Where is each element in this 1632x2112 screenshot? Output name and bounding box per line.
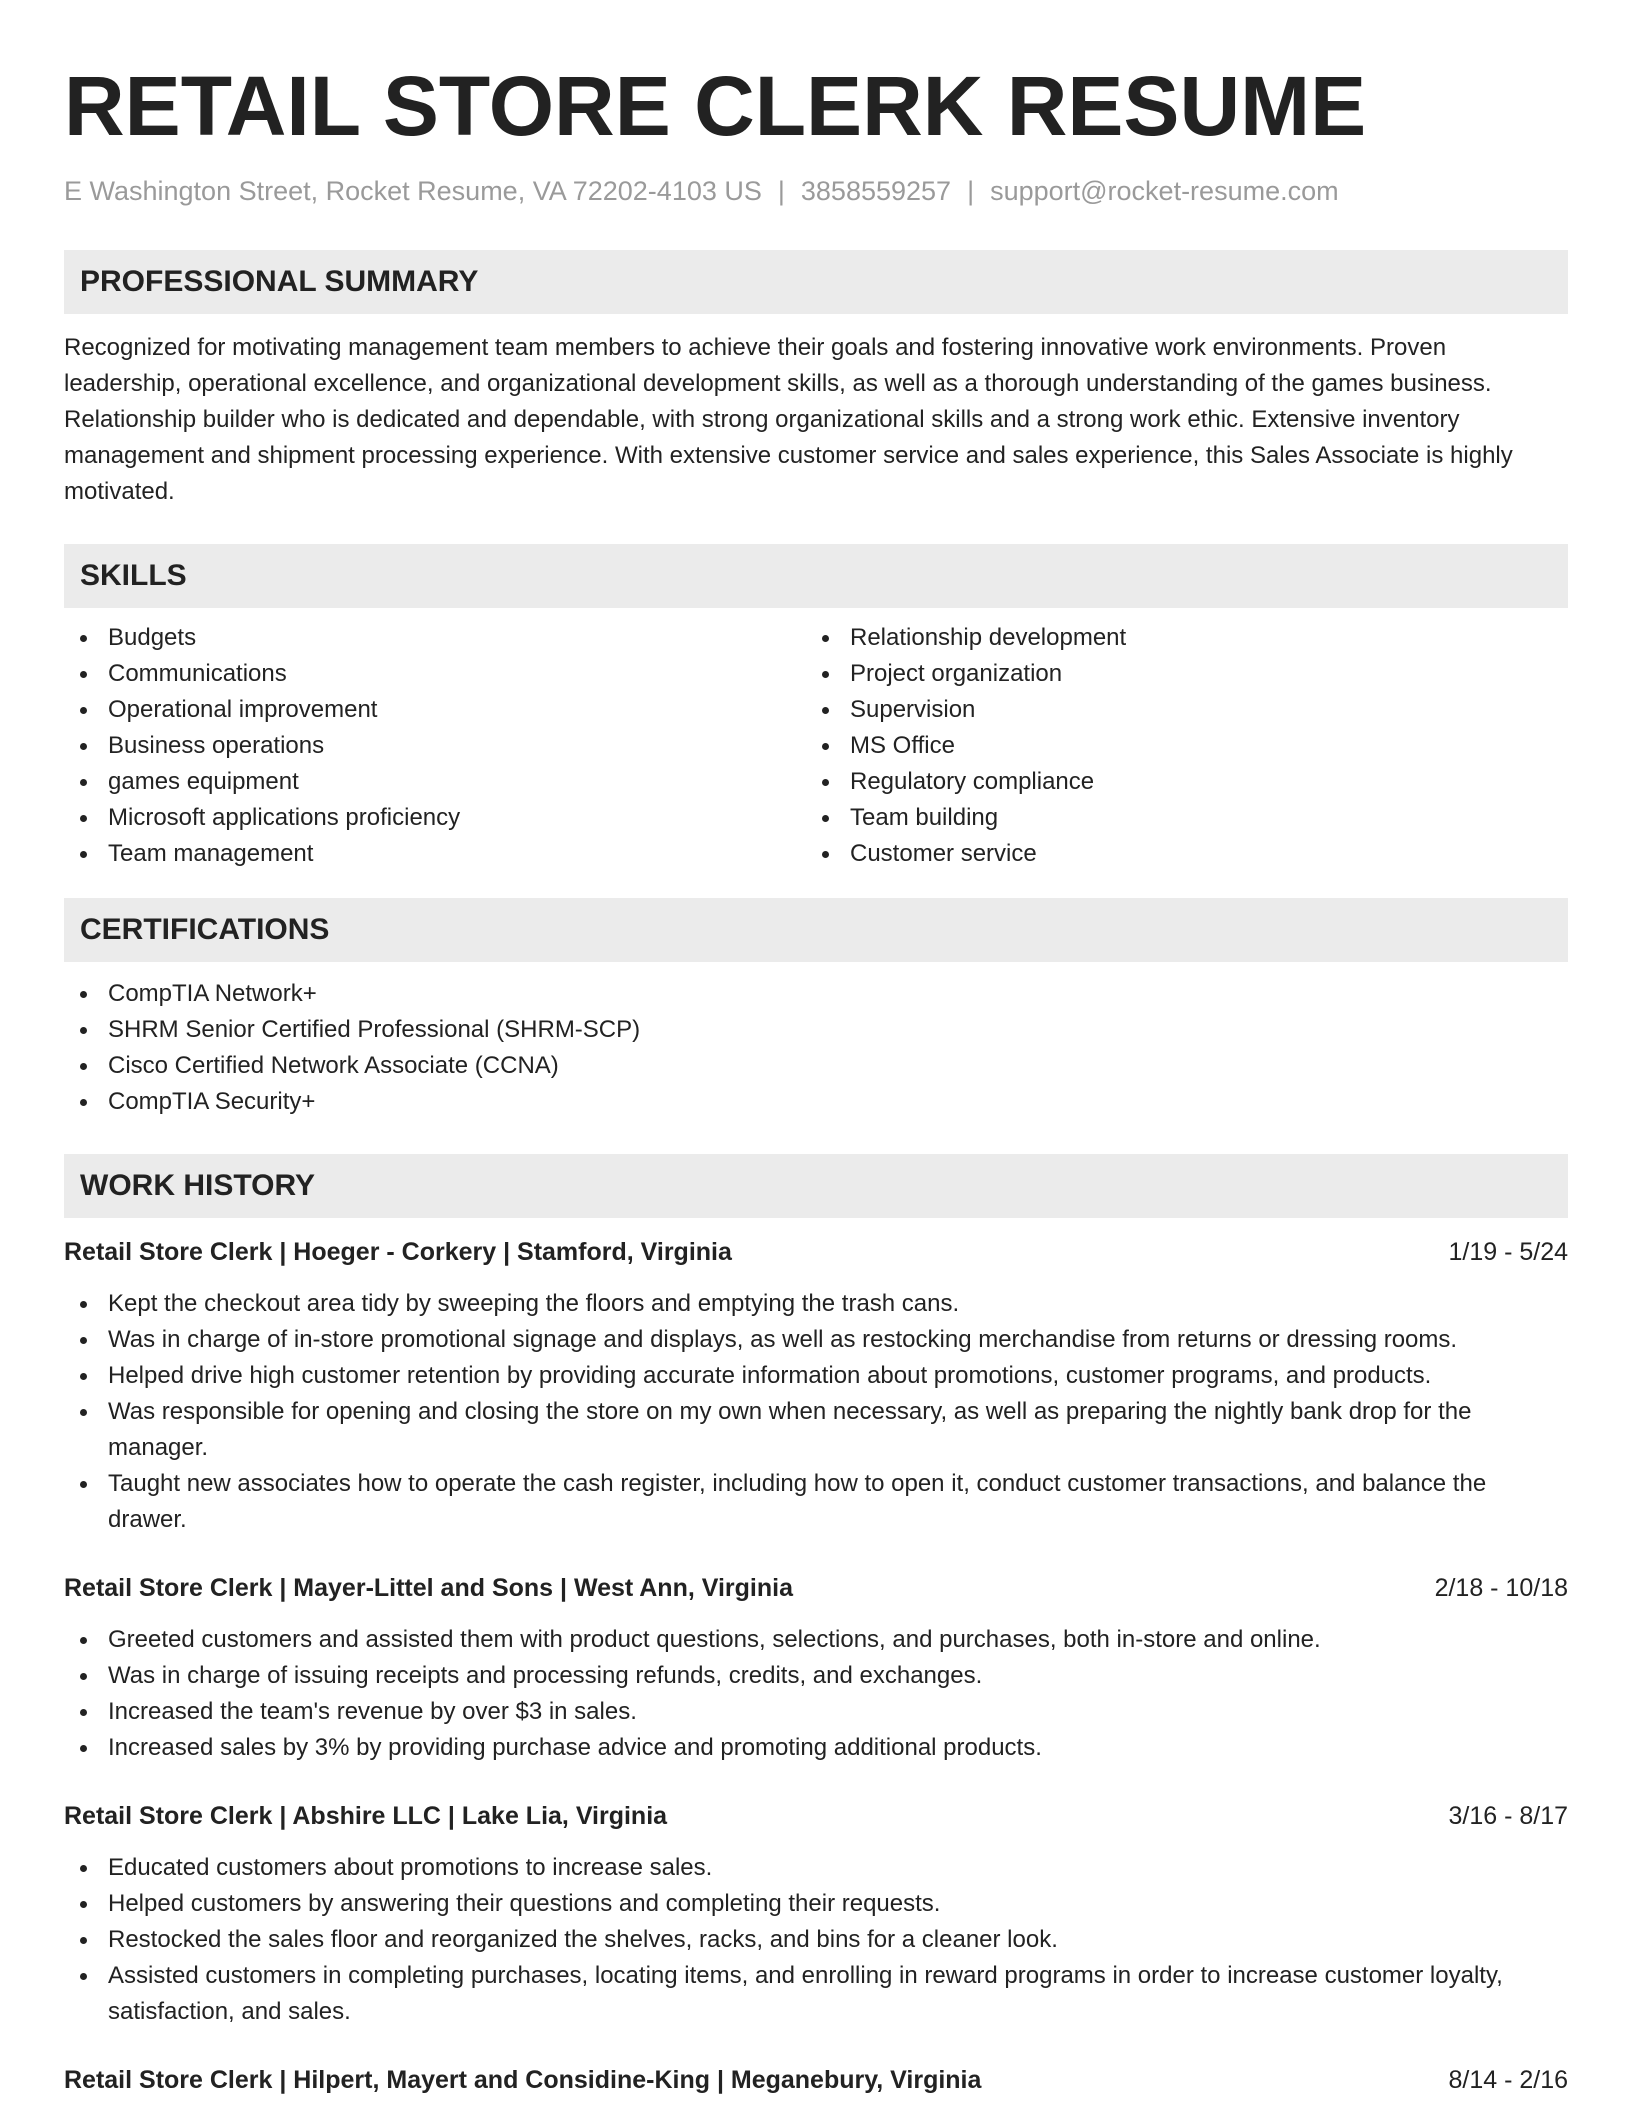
- job-dates: 8/14 - 2/16: [1448, 2066, 1568, 2094]
- skills-list-right: [806, 620, 1548, 872]
- skills-grid: [64, 620, 1568, 872]
- summary-heading: PROFESSIONAL SUMMARY: [64, 250, 1568, 314]
- contact-email: support@rocket-resume.com: [990, 176, 1339, 206]
- skill-item: Business operations: [64, 728, 806, 764]
- certification-item: CompTIA Network+: [64, 976, 1568, 1012]
- job-entry: [64, 1798, 1568, 2030]
- job-entry: [64, 1234, 1568, 1538]
- skill-item: Budgets: [64, 620, 806, 656]
- job-dates: 3/16 - 8/17: [1448, 1802, 1568, 1830]
- job-bullet: Restocked the sales floor and reorganized the shelves, racks, and bins for a cleaner look.: [64, 1922, 1568, 1958]
- job-bullet: Increased the team's revenue by over $3 in sales.: [64, 1694, 1568, 1730]
- contact-address: E Washington Street, Rocket Resume, VA 72202-4103 US: [64, 176, 762, 206]
- contact-phone: 3858559257: [800, 176, 952, 206]
- skills-heading: SKILLS: [64, 544, 1568, 608]
- skill-item: MS Office: [806, 728, 1548, 764]
- job-entry: [64, 1570, 1568, 1766]
- skill-item: Microsoft applications proficiency: [64, 800, 806, 836]
- skill-item: Supervision: [806, 692, 1548, 728]
- work-history-heading: WORK HISTORY: [64, 1154, 1568, 1218]
- resume-title: RETAIL STORE CLERK RESUME: [64, 59, 1367, 153]
- job-header: [64, 1234, 1568, 1270]
- job-bullets: [64, 1850, 1568, 2030]
- contact-separator: |: [777, 176, 785, 206]
- job-bullets: [64, 1622, 1568, 1766]
- job-bullet: Taught new associates how to operate the cash register, including how to open it, conduct customer transactions, and balance the drawer.: [64, 1466, 1568, 1538]
- certifications-heading: CERTIFICATIONS: [64, 898, 1568, 962]
- contact-line: [64, 174, 1568, 208]
- job-bullets: [64, 1286, 1568, 1538]
- skills-list-left: [64, 620, 806, 872]
- job-header: [64, 1798, 1568, 1834]
- skill-item: Regulatory compliance: [806, 764, 1548, 800]
- skill-item: games equipment: [64, 764, 806, 800]
- skill-item: Project organization: [806, 656, 1548, 692]
- certifications-list: [64, 976, 1568, 1120]
- job-bullet: Was responsible for opening and closing the store on my own when necessary, as well as preparing the nightly bank drop for the manager.: [64, 1394, 1568, 1466]
- job-bullet: Kept the checkout area tidy by sweeping the floors and emptying the trash cans.: [64, 1286, 1568, 1322]
- job-bullet: Greeted customers and assisted them with product questions, selections, and purchases, both in-store and online.: [64, 1622, 1568, 1658]
- certification-item: CompTIA Security+: [64, 1084, 1568, 1120]
- job-header: [64, 1570, 1568, 1606]
- job-title: Retail Store Clerk | Hoeger - Corkery | Stamford, Virginia: [64, 1238, 732, 1266]
- job-bullet: Educated customers about promotions to increase sales.: [64, 1850, 1568, 1886]
- job-dates: 2/18 - 10/18: [1434, 1574, 1568, 1602]
- summary-text: Recognized for motivating management team members to achieve their goals and fostering innovative work environments. Proven leadership, operational excellence, and organizational development skills, as well as a thorough understanding of the games business. Relationship builder who is dedicated and dependable, with strong organizational skills and a strong work ethic. Extensive inventory management and shipment processing experience. With extensive customer service and sales experience, this Sales Associate is highly motivated.: [64, 334, 1513, 505]
- job-bullet: Was in charge of issuing receipts and processing refunds, credits, and exchanges.: [64, 1658, 1568, 1694]
- certification-item: Cisco Certified Network Associate (CCNA): [64, 1048, 1568, 1084]
- job-entry: [64, 2062, 1568, 2098]
- skill-item: Communications: [64, 656, 806, 692]
- skill-item: Relationship development: [806, 620, 1548, 656]
- job-bullet: Helped customers by answering their questions and completing their requests.: [64, 1886, 1568, 1922]
- skill-item: Team management: [64, 836, 806, 872]
- certification-item: SHRM Senior Certified Professional (SHRM-SCP): [64, 1012, 1568, 1048]
- job-dates: 1/19 - 5/24: [1448, 1238, 1568, 1266]
- job-title: Retail Store Clerk | Mayer-Littel and Sons | West Ann, Virginia: [64, 1574, 793, 1602]
- resume-page: [64, 0, 1568, 2098]
- job-bullet: Was in charge of in-store promotional signage and displays, as well as restocking merchandise from returns or dressing rooms.: [64, 1322, 1568, 1358]
- job-bullet: Helped drive high customer retention by providing accurate information about promotions, customer programs, and products.: [64, 1358, 1568, 1394]
- job-title: Retail Store Clerk | Abshire LLC | Lake Lia, Virginia: [64, 1802, 668, 1830]
- contact-separator: |: [967, 176, 975, 206]
- skill-item: Team building: [806, 800, 1548, 836]
- job-bullet: Assisted customers in completing purchases, locating items, and enrolling in reward programs in order to increase customer loyalty, satisfaction, and sales.: [64, 1958, 1568, 2030]
- job-title: Retail Store Clerk | Hilpert, Mayert and Considine-King | Meganebury, Virginia: [64, 2066, 982, 2094]
- skill-item: Customer service: [806, 836, 1548, 872]
- skill-item: Operational improvement: [64, 692, 806, 728]
- job-bullet: Increased sales by 3% by providing purchase advice and promoting additional products.: [64, 1730, 1568, 1766]
- job-header: [64, 2062, 1568, 2098]
